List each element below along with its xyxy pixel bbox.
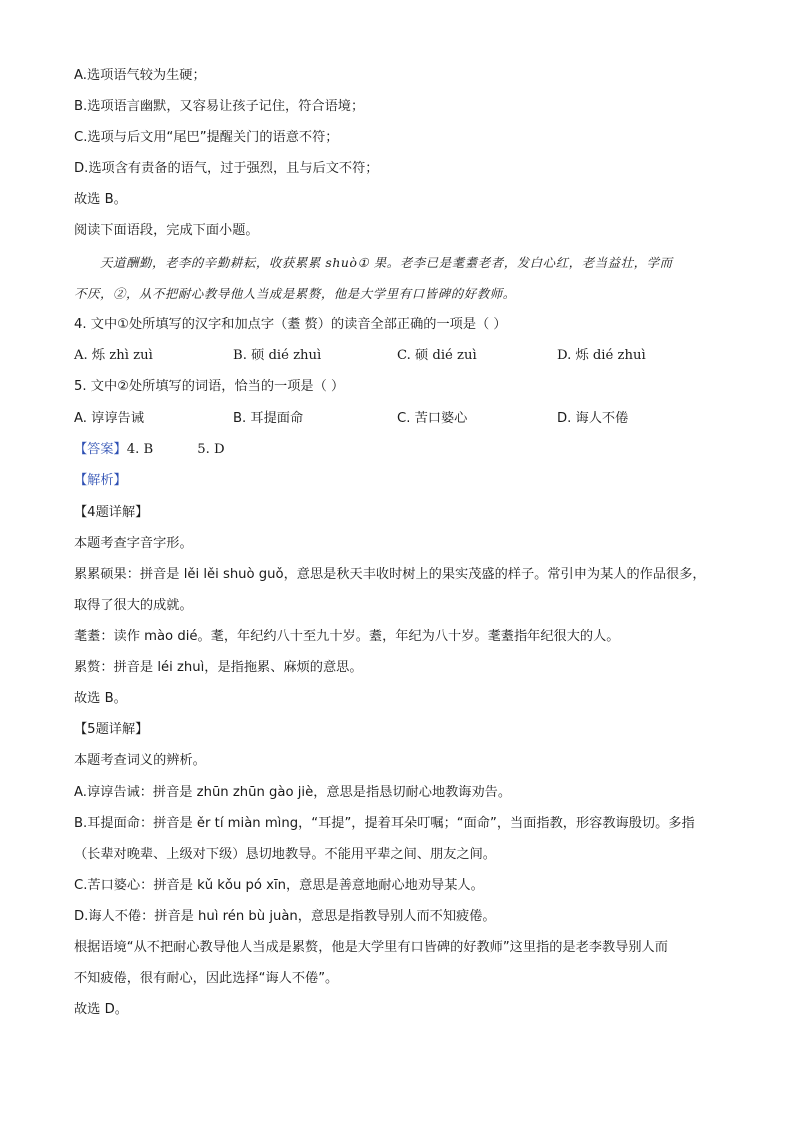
answer-4: 4. B [126, 442, 154, 457]
passage-line-2: 不厌，②，从不把耐心教导他人当成是累赘，他是大学里有口皆碑的好教师。 [74, 286, 516, 301]
question-4-option-a: A. 烁 zhì zuì [74, 348, 153, 363]
detail-5-line-6: D.诲人不倦：拼音是 huì rén bù juàn，意思是指教导别人而不知疲倦。 [74, 909, 496, 924]
detail-5-line-9: 故选 D。 [74, 1002, 128, 1017]
detail-5-line-8: 不知疲倦，很有耐心，因此选择“诲人不倦”。 [74, 971, 339, 986]
reading-instruction: 阅读下面语段，完成下面小题。 [74, 223, 259, 238]
question-5-option-a: A. 谆谆告诫 [74, 411, 144, 426]
question-5-option-c: C. 苦口婆心 [397, 411, 468, 426]
answer-5: 5. D [197, 442, 225, 457]
detail-4-line-2: 累累硕果：拼音是 lěi lěi shuò guǒ，意思是秋天丰收时树上的果实茂盛的样子。常引申为某人的作品很多， [74, 567, 706, 582]
detail-5-line-7: 根据语境“从不把耐心教导他人当成是累赘，他是大学里有口皆碑的好教师”这里指的是老李教导别人而 [74, 940, 668, 955]
detail-4-line-5: 累赘：拼音是 léi zhuì，是指拖累、麻烦的意思。 [74, 660, 363, 675]
detail-5-line-5: C.苦口婆心：拼音是 kǔ kǒu pó xīn，意思是善意地耐心地劝导某人。 [74, 878, 484, 893]
detail-5-line-1: 本题考查词义的辨析。 [74, 753, 206, 768]
detail-5-tag: 【5题详解】 [74, 722, 149, 737]
answer-line [74, 441, 225, 459]
question-5-option-b: B. 耳提面命 [233, 411, 304, 426]
detail-4-line-1: 本题考查字音字形。 [74, 536, 193, 551]
option-d-analysis: D.选项含有责备的语气，过于强烈，且与后文不符； [74, 161, 379, 176]
analysis-tag: 【解析】 [74, 473, 127, 488]
question-5: 5. 文中②处所填写的词语，恰当的一项是（ ） [74, 379, 345, 394]
detail-4-line-6: 故选 B。 [74, 691, 127, 706]
passage-line-1: 天道酬勤，老李的辛勤耕耘，收获累累 shuò① 果。老李已是耄耋老者，发白心红，老当益壮，学而 [100, 255, 673, 270]
question-5-option-d: D. 诲人不倦 [557, 411, 629, 426]
question-4-option-c: C. 硕 dié zuì [397, 348, 477, 363]
question-4: 4. 文中①处所填写的汉字和加点字（耋 赘）的读音全部正确的一项是（ ） [74, 317, 507, 332]
detail-4-tag: 【4题详解】 [74, 505, 149, 520]
detail-4-line-4: 耄耋：读作 mào dié。耄，年纪约八十至九十岁。耋，年纪为八十岁。耄耋指年纪很大的人。 [74, 629, 620, 644]
option-c-analysis: C.选项与后文用“尾巴”提醒关门的语意不符； [74, 130, 339, 145]
option-b-analysis: B.选项语言幽默，又容易让孩子记住，符合语境； [74, 99, 365, 114]
detail-5-line-4: （长辈对晚辈、上级对下级）恳切地教导。不能用平辈之间、朋友之间。 [74, 847, 496, 862]
option-a-analysis: A.选项语气较为生硬； [74, 68, 206, 83]
conclusion-prev: 故选 B。 [74, 192, 127, 207]
detail-4-line-3: 取得了很大的成就。 [74, 598, 193, 613]
detail-5-line-2: A.谆谆告诫：拼音是 zhūn zhūn gào jiè，意思是指恳切耐心地教诲劝告。 [74, 785, 512, 800]
detail-5-line-3: B.耳提面命：拼音是 ěr tí miàn mìng，“耳提”，提着耳朵叮嘱；“面命”，当面指教，形容教诲殷切。多指 [74, 816, 695, 831]
question-4-option-b: B. 硕 dié zhuì [233, 348, 322, 363]
question-4-option-d: D. 烁 dié zhuì [557, 348, 646, 363]
answer-tag: 【答案】 [74, 442, 127, 457]
